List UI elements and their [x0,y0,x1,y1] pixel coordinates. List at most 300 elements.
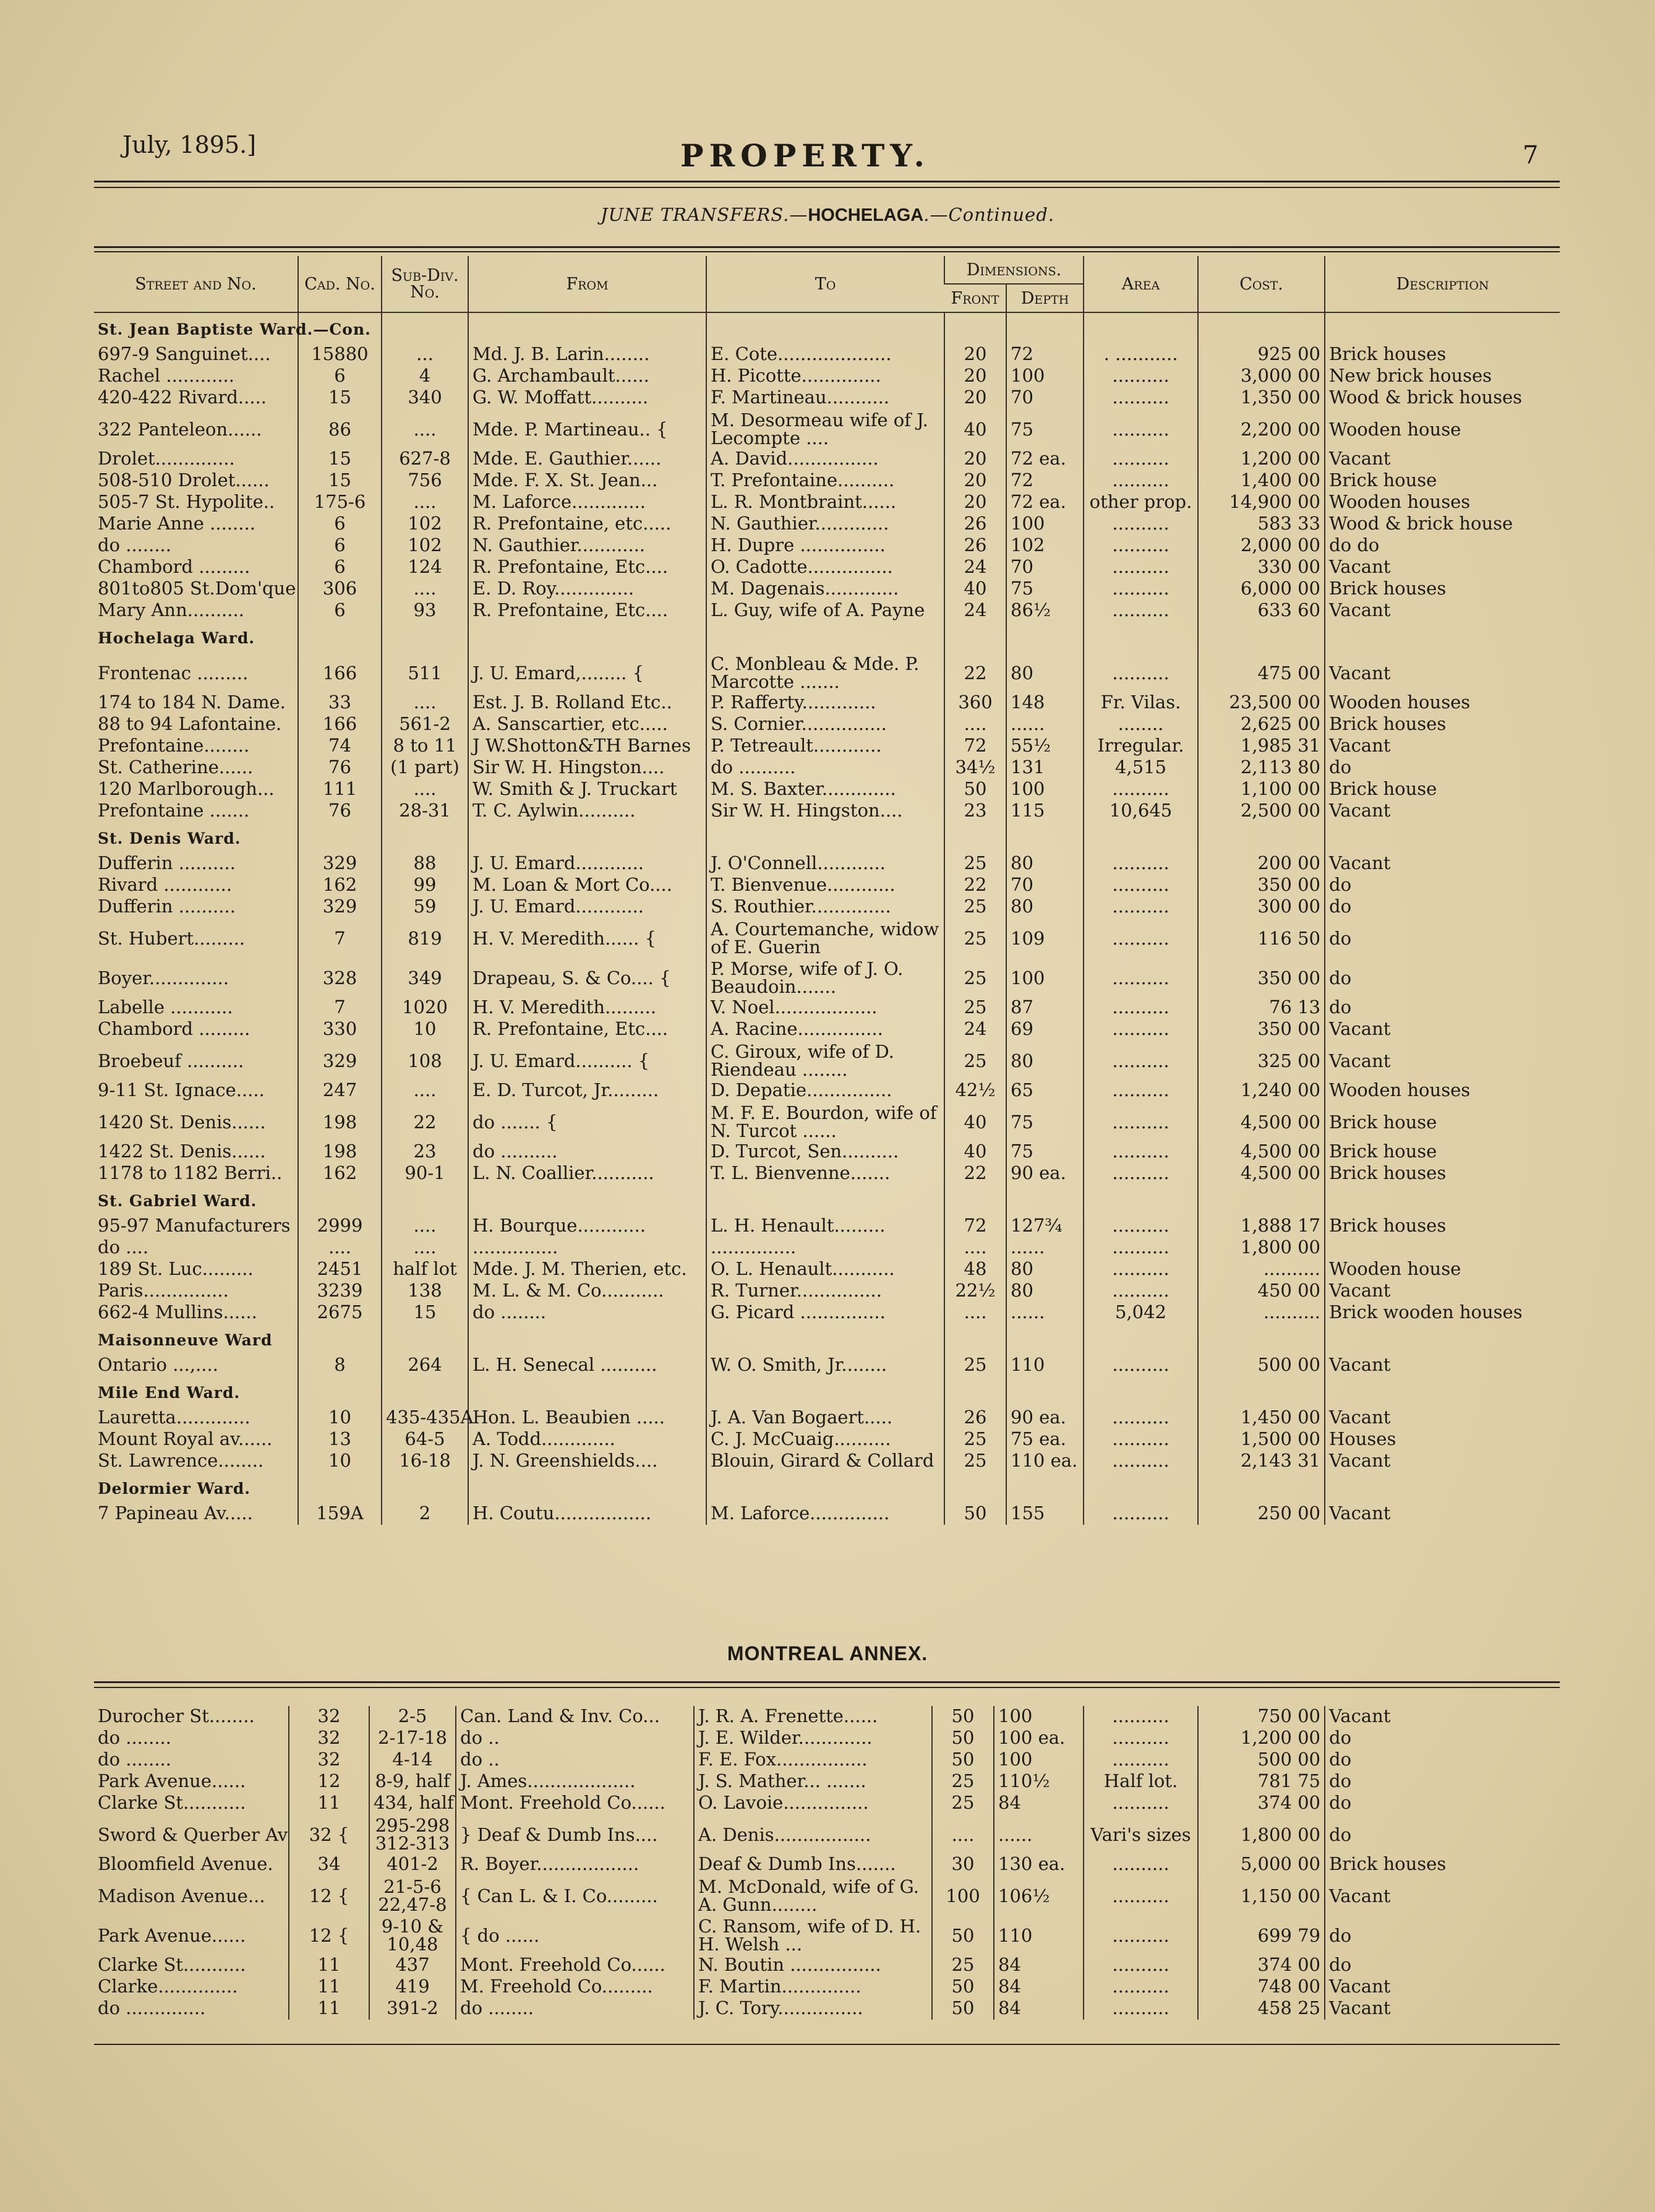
cell-depth: 80 [1006,896,1084,918]
cell-sub: 756 [382,470,468,492]
col-depth: Depth [1006,284,1084,312]
cell-to: N. Boutin ................ [694,1955,932,1976]
empty-cell [468,312,706,344]
empty-cell [382,312,468,344]
cell-to: G. Picard ............... [706,1302,944,1324]
cell-sub: 138 [382,1280,468,1302]
cell-desc: Vacant [1325,1407,1560,1429]
annex-top-rule-thin [94,1687,1560,1688]
cell-depth: 100 [994,1706,1084,1728]
cell-from: J. N. Greenshields.... [468,1451,706,1472]
cell-cad: 159A [298,1503,382,1525]
cell-cad: 12 { [289,1875,369,1915]
cell-desc: do [1325,1749,1560,1771]
cell-sub: 1020 [382,997,468,1019]
empty-cell [298,622,382,653]
cell-from: Mont. Freehold Co...... [456,1793,694,1814]
cell-depth: 110 ea. [1006,1451,1084,1472]
cell-cad: 8 [298,1355,382,1376]
cell-street: 1420 St. Denis...... [98,1111,266,1133]
table-row [94,1771,1560,1793]
cell-area: .......... [1084,1080,1198,1102]
cell-depth: 70 [1006,387,1084,409]
cell-area: other prop. [1084,492,1198,513]
cell-desc: do [1325,1955,1560,1976]
col-front: Front [944,284,1006,312]
cell-sub: 108 [382,1040,468,1080]
cell-area: .......... [1084,600,1198,622]
cell-cad: 198 [298,1141,382,1163]
cell-cad: 166 [298,714,382,735]
cell-sub: half lot [382,1259,468,1280]
cell-from: do .. [456,1728,694,1749]
cell-street: do ........ [98,1749,171,1770]
cell-cad: 12 [289,1771,369,1793]
cell-depth: 80 [1006,853,1084,875]
empty-cell [706,1376,944,1407]
cell-from: E. D. Turcot, Jr......... [468,1080,706,1102]
cell-sub: 124 [382,557,468,578]
cell-cost: 2,625 00 [1198,714,1325,735]
cell-cad: 11 [289,1998,369,2020]
cell-front: 50 [932,1915,994,1955]
cell-street: 322 Panteleon...... [98,418,262,440]
cell-desc: Vacant [1325,557,1560,578]
cell-area: .......... [1084,1102,1198,1141]
cell-from: { Can L. & I. Co......... [456,1875,694,1915]
empty-cell [1325,1472,1560,1503]
cell-desc: Brick houses [1325,344,1560,366]
cell-front: .... [944,1237,1006,1259]
cell-desc: Wooden houses [1325,492,1560,513]
cell-front: 25 [932,1955,994,1976]
cell-depth: 87 [1006,997,1084,1019]
empty-cell [944,1185,1006,1215]
empty-cell [382,1472,468,1503]
cell-to: ............... [706,1237,944,1259]
cell-to: L. H. Henault......... [706,1215,944,1237]
cell-desc: New brick houses [1325,366,1560,387]
empty-cell [1198,1472,1325,1503]
cell-sub: 102 [382,535,468,557]
cell-to: J. A. Van Bogaert..... [706,1407,944,1429]
cell-cost: 23,500 00 [1198,692,1325,714]
cell-desc: Brick wooden houses [1325,1302,1560,1324]
cell-from: J. U. Emard............ [468,853,706,875]
cell-front: .... [932,1814,994,1854]
table-row [94,958,1560,997]
cell-area: .......... [1084,896,1198,918]
cell-desc: Brick houses [1325,1215,1560,1237]
cell-desc: Vacant [1325,800,1560,822]
cell-street: Ontario ...,.... [98,1354,218,1375]
cell-to: M. Dagenais............. [706,578,944,600]
cell-cost: 500 00 [1198,1749,1325,1771]
cell-area: .......... [1084,1955,1198,1976]
cell-from: Mde. P. Martineau.. { [468,409,706,448]
cell-street: Lauretta............. [98,1407,250,1428]
cell-area: Half lot. [1084,1771,1198,1793]
cell-depth: 155 [1006,1503,1084,1525]
cell-depth: 90 ea. [1006,1407,1084,1429]
cell-area: .......... [1084,653,1198,692]
empty-cell [706,1185,944,1215]
cell-to: O. L. Henault........... [706,1259,944,1280]
cell-area: Irregular. [1084,735,1198,757]
cell-street: Dufferin .......... [98,852,236,873]
cell-from: L. H. Senecal .......... [468,1355,706,1376]
cell-desc: Vacant [1325,1503,1560,1525]
cell-to: Sir W. H. Hingston.... [706,800,944,822]
cell-desc: do do [1325,535,1560,557]
cell-sub: 561-2 [382,714,468,735]
cell-desc: Brick houses [1325,578,1560,600]
page-date: July, 1895.] [122,131,257,158]
cell-area: .......... [1084,1728,1198,1749]
table-row [94,997,1560,1019]
cell-street: 1178 to 1182 Berri.. [98,1162,283,1183]
cell-sub: .... [382,1080,468,1102]
empty-cell [944,822,1006,853]
table-row [94,1019,1560,1040]
cell-cad: 12 { [289,1915,369,1955]
cell-from: R. Prefontaine, Etc.... [468,557,706,578]
cell-cad: 111 [298,779,382,800]
cell-cost: 350 00 [1198,1019,1325,1040]
cell-desc: Brick houses [1325,714,1560,735]
cell-desc: Vacant [1325,1355,1560,1376]
cell-to: C. Giroux, wife of D. Riendeau ........ [706,1040,944,1080]
table-row [94,1080,1560,1102]
cell-to: P. Rafferty............. [706,692,944,714]
cell-desc: Wooden houses [1325,1080,1560,1102]
cell-sub: 419 [369,1976,456,1998]
table-row [94,1215,1560,1237]
table-row [94,387,1560,409]
table-row [94,1875,1560,1915]
cell-street: 1422 St. Denis...... [98,1141,266,1162]
cell-from: Drapeau, S. & Co.... { [468,958,706,997]
ward-heading: St. Jean Baptiste Ward.—Con. [98,320,371,338]
ward-heading-row [94,1185,1560,1215]
cell-to: F. E. Fox................ [694,1749,932,1771]
cell-to: D. Depatie............... [706,1080,944,1102]
cell-depth: 70 [1006,875,1084,896]
cell-sub: 819 [382,918,468,958]
subtitle-prefix: JUNE TRANSFERS.— [600,204,808,225]
cell-cad: 34 [289,1854,369,1875]
cell-area: .......... [1084,535,1198,557]
cell-street: St. Lawrence........ [98,1450,264,1471]
cell-cad: 74 [298,735,382,757]
cell-cost: 200 00 [1198,853,1325,875]
cell-front: 30 [932,1854,994,1875]
cell-to: A. Courtemanche, widow of E. Guerin [706,918,944,958]
table-top-rule [94,246,1560,248]
cell-area: .......... [1084,470,1198,492]
cell-to: V. Noel.................. [706,997,944,1019]
cell-street: 174 to 184 N. Dame. [98,692,286,713]
cell-cost: 116 50 [1198,918,1325,958]
cell-depth: 90 ea. [1006,1163,1084,1185]
cell-desc: do [1325,896,1560,918]
cell-to: T. Bienvenue............ [706,875,944,896]
table-row [94,535,1560,557]
cell-street: Rachel ............ [98,365,234,386]
cell-desc: Wooden house [1325,1259,1560,1280]
ward-heading: St. Gabriel Ward. [98,1192,257,1210]
cell-cad: 15 [298,448,382,470]
empty-cell [468,822,706,853]
cell-depth: 110 [1006,1355,1084,1376]
cell-cad: 330 [298,1019,382,1040]
ward-heading: St. Denis Ward. [98,830,241,847]
cell-from: J. U. Emard,........ { [468,653,706,692]
cell-street: Clarke St........... [98,1792,246,1813]
cell-sub: 435-435A [382,1407,468,1429]
cell-front: 20 [944,492,1006,513]
cell-cad: 13 [298,1429,382,1451]
cell-depth: 84 [994,1793,1084,1814]
cell-depth: 100 ea. [994,1728,1084,1749]
transfers-table-montreal-annex [94,1706,1560,2020]
table-row [94,1163,1560,1185]
cell-cost: 76 13 [1198,997,1325,1019]
cell-depth: 80 [1006,1280,1084,1302]
table-row [94,1102,1560,1141]
empty-cell [1084,822,1198,853]
cell-cost: 1,200 00 [1198,448,1325,470]
table-row [94,875,1560,896]
cell-street: Prefontaine ....... [98,800,250,821]
cell-desc: Vacant [1325,653,1560,692]
cell-sub: 627-8 [382,448,468,470]
cell-sub: 21-5-6 22,47-8 [369,1875,456,1915]
cell-front: 26 [944,535,1006,557]
cell-street: Boyer.............. [98,967,229,988]
cell-to: M. Laforce.............. [706,1503,944,1525]
cell-sub: 16-18 [382,1451,468,1472]
table-row [94,1915,1560,1955]
cell-cad: .... [298,1237,382,1259]
cell-desc: do [1325,918,1560,958]
cell-front: 34½ [944,757,1006,779]
table-row [94,1955,1560,1976]
cell-front: 72 [944,735,1006,757]
cell-cad: 329 [298,896,382,918]
cell-to: F. Martin.............. [694,1976,932,1998]
cell-sub: 401-2 [369,1854,456,1875]
cell-depth: 127¾ [1006,1215,1084,1237]
empty-cell [298,1185,382,1215]
cell-depth: 75 [1006,1141,1084,1163]
cell-sub: 28-31 [382,800,468,822]
cell-to: P. Morse, wife of J. O. Beaudoin....... [706,958,944,997]
cell-desc: Wooden house [1325,409,1560,448]
empty-cell [1006,1185,1084,1215]
cell-area: .......... [1084,409,1198,448]
cell-to: H. Picotte.............. [706,366,944,387]
cell-front: 20 [944,344,1006,366]
cell-from: G. W. Moffatt.......... [468,387,706,409]
cell-sub: 8 to 11 [382,735,468,757]
cell-from: M. Freehold Co......... [456,1976,694,1998]
cell-depth: 110 [994,1915,1084,1955]
cell-from: H. Coutu................. [468,1503,706,1525]
cell-to: J. E. Wilder............. [694,1728,932,1749]
cell-from: R. Prefontaine, etc..... [468,513,706,535]
cell-front: 22½ [944,1280,1006,1302]
cell-street: 697-9 Sanguinet.... [98,343,271,364]
empty-cell [706,622,944,653]
table-row [94,1302,1560,1324]
cell-cost: 1,985 31 [1198,735,1325,757]
cell-front: 25 [932,1793,994,1814]
cell-cost: 475 00 [1198,653,1325,692]
empty-cell [944,312,1006,344]
cell-cost: 325 00 [1198,1040,1325,1080]
cell-desc: Brick house [1325,779,1560,800]
ward-heading: Hochelaga Ward. [98,629,255,647]
empty-cell [382,822,468,853]
cell-depth: 100 [1006,366,1084,387]
cell-front: 22 [944,875,1006,896]
cell-cad: 162 [298,1163,382,1185]
cell-sub: 340 [382,387,468,409]
cell-sub: 22 [382,1102,468,1141]
table-row [94,366,1560,387]
cell-street: Drolet.............. [98,448,235,469]
ward-heading-row [94,1472,1560,1503]
cell-from: Mde. E. Gauthier...... [468,448,706,470]
cell-from: J. U. Emard.......... { [468,1040,706,1080]
cell-front: .... [944,1302,1006,1324]
cell-desc: Vacant [1325,735,1560,757]
cell-area: .......... [1084,366,1198,387]
table-row [94,1355,1560,1376]
cell-from: H. Bourque............ [468,1215,706,1237]
empty-cell [1325,622,1560,653]
cell-cost: 374 00 [1198,1793,1325,1814]
cell-depth: 100 [1006,513,1084,535]
cell-sub: 9-10 & 10,48 [369,1915,456,1955]
table-row [94,492,1560,513]
cell-depth: 84 [994,1998,1084,2020]
col-to: To [706,256,944,312]
cell-area: .......... [1084,1998,1198,2020]
table-row [94,1728,1560,1749]
cell-depth: ...... [1006,714,1084,735]
cell-desc: do [1325,958,1560,997]
cell-area: .......... [1084,557,1198,578]
cell-cost: 1,500 00 [1198,1429,1325,1451]
empty-cell [1325,1185,1560,1215]
cell-cad: 198 [298,1102,382,1141]
cell-sub: 90-1 [382,1163,468,1185]
empty-cell [1198,822,1325,853]
cell-cad: 2999 [298,1215,382,1237]
cell-to: T. L. Bienvenne....... [706,1163,944,1185]
cell-from: R. Prefontaine, Etc.... [468,1019,706,1040]
cell-front: 40 [944,578,1006,600]
cell-from: E. D. Roy.............. [468,578,706,600]
col-cad: Cad. No. [298,256,382,312]
cell-depth: 75 [1006,1102,1084,1141]
cell-depth: 100 [1006,779,1084,800]
cell-to: J. R. A. Frenette...... [694,1706,932,1728]
cell-sub: 10 [382,1019,468,1040]
cell-sub: (1 part) [382,757,468,779]
cell-to: J. C. Tory............... [694,1998,932,2020]
cell-desc: Vacant [1325,1706,1560,1728]
cell-cad: 328 [298,958,382,997]
cell-to: J. S. Mather... ....... [694,1771,932,1793]
cell-sub: 2-5 [369,1706,456,1728]
cell-desc: Houses [1325,1429,1560,1451]
table-row [94,1259,1560,1280]
cell-depth: 102 [1006,535,1084,557]
cell-cost: 1,800 00 [1198,1814,1325,1854]
empty-cell [382,1324,468,1355]
cell-to: P. Tetreault............ [706,735,944,757]
empty-cell [1006,1376,1084,1407]
cell-cad: 329 [298,1040,382,1080]
cell-front: 24 [944,1019,1006,1040]
cell-front: 25 [944,997,1006,1019]
cell-to: M. F. E. Bourdon, wife of N. Turcot ...... [706,1102,944,1141]
cell-cad: 162 [298,875,382,896]
cell-desc: do [1325,757,1560,779]
cell-street: Dufferin .......... [98,896,236,917]
cell-street: Labelle ........... [98,997,233,1018]
cell-depth: 148 [1006,692,1084,714]
cell-to: M. S. Baxter............. [706,779,944,800]
cell-to: W. O. Smith, Jr........ [706,1355,944,1376]
cell-cost: 699 79 [1198,1915,1325,1955]
cell-sub: 23 [382,1141,468,1163]
cell-cost: 1,450 00 [1198,1407,1325,1429]
cell-sub: .... [382,1215,468,1237]
cell-area: .......... [1084,779,1198,800]
empty-cell [1198,1376,1325,1407]
cell-to: Blouin, Girard & Collard [706,1451,944,1472]
cell-cost: 1,888 17 [1198,1215,1325,1237]
cell-desc: Brick house [1325,470,1560,492]
cell-street: Marie Anne ........ [98,513,255,534]
cell-cost: 1,100 00 [1198,779,1325,800]
cell-to: N. Gauthier............. [706,513,944,535]
cell-depth: 72 ea. [1006,448,1084,470]
cell-sub: .... [382,1237,468,1259]
cell-sub: 59 [382,896,468,918]
empty-cell [944,1472,1006,1503]
cell-sub: 511 [382,653,468,692]
cell-sub: 434, half [369,1793,456,1814]
cell-area: .......... [1084,1915,1198,1955]
cell-from: A. Todd............. [468,1429,706,1451]
cell-desc: Wooden houses [1325,692,1560,714]
cell-cost: 4,500 00 [1198,1102,1325,1141]
cell-front: 50 [932,1728,994,1749]
table-row [94,344,1560,366]
cell-depth: 106½ [994,1875,1084,1915]
cell-street: do .............. [98,1997,206,2018]
cell-front: 100 [932,1875,994,1915]
cell-area: Fr. Vilas. [1084,692,1198,714]
empty-cell [1198,1185,1325,1215]
empty-cell [944,622,1006,653]
empty-cell [1006,822,1084,853]
